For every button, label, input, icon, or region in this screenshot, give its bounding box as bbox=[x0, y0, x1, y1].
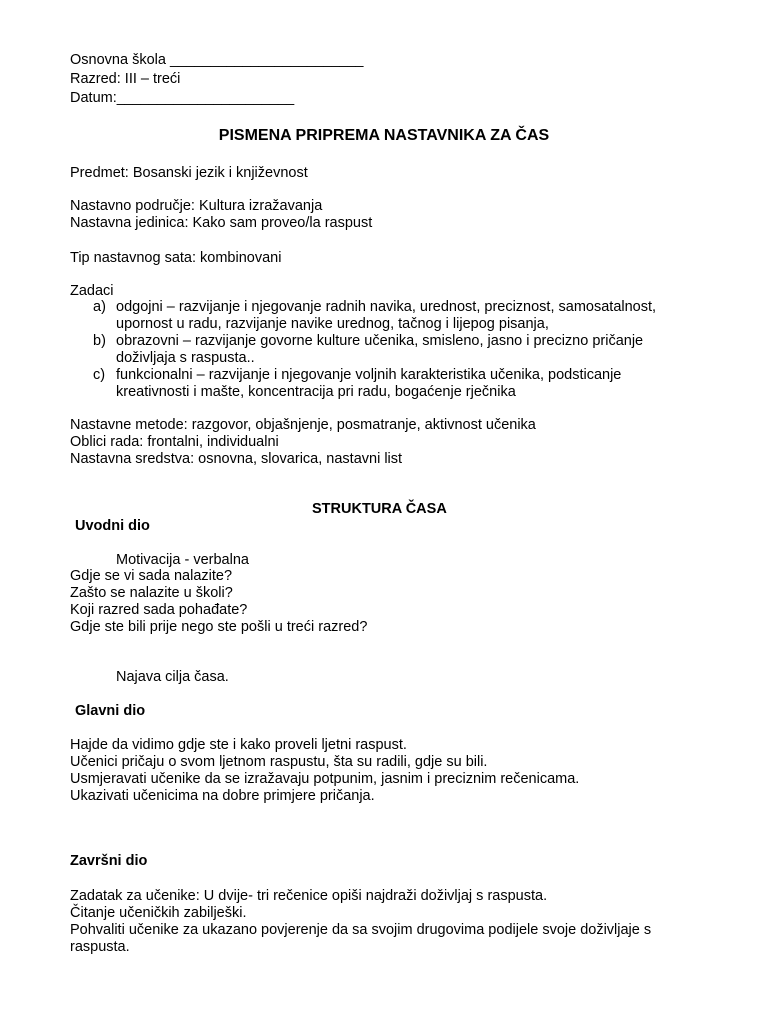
list-marker: c) bbox=[93, 367, 106, 383]
main-line: Učenici pričaju o svom ljetnom raspustu, šta su radili, gdje su bili. bbox=[70, 754, 488, 770]
structure-heading: STRUKTURA ČASA bbox=[312, 501, 447, 517]
list-marker: b) bbox=[93, 333, 106, 349]
list-marker: a) bbox=[93, 299, 106, 315]
question-line: Koji razred sada pohađate? bbox=[70, 602, 248, 618]
list-item-text: kreativnosti i mašte, koncentracija pri radu, bogaćenje rječnika bbox=[116, 384, 516, 400]
list-item-text: obrazovni – razvijanje govorne kulture učenika, smisleno, jasno i precizno pričanje bbox=[116, 333, 644, 349]
list-item-text: upornost u radu, razvijanje navike urednog, tačnog i lijepog pisanja, bbox=[116, 316, 549, 332]
final-line: Zadatak za učenike: U dvije- tri rečenice opiši najdraži doživljaj s raspusta. bbox=[70, 888, 548, 904]
question-line: Gdje se vi sada nalazite? bbox=[70, 568, 233, 584]
final-line: Pohvaliti učenike za ukazano povjerenje da sa svojim drugovima podijele svoje doživljaje s bbox=[70, 922, 652, 938]
main-line: Ukazivati učenicima na dobre primjere pričanja. bbox=[70, 788, 375, 804]
motivation-line: Motivacija - verbalna bbox=[116, 552, 249, 568]
question-line: Gdje ste bili prije nego ste pošli u treći razred? bbox=[70, 619, 368, 635]
announce-line: Najava cilja časa. bbox=[116, 669, 229, 685]
tools-line: Nastavna sredstva: osnovna, slovarica, nastavni list bbox=[70, 451, 403, 467]
final-heading: Završni dio bbox=[70, 853, 148, 869]
final-line: Čitanje učeničkih zabilješki. bbox=[70, 905, 247, 921]
list-item-text: doživljaja s raspusta.. bbox=[116, 350, 255, 366]
forms-line: Oblici rada: frontalni, individualni bbox=[70, 434, 279, 450]
list-item-text: odgojni – razvijanje i njegovanje radnih navika, urednost, preciznost, samosatalnost, bbox=[116, 299, 657, 315]
list-item-text: funkcionalni – razvijanje i njegovanje voljnih karakteristika učenika, podsticanje bbox=[116, 367, 622, 383]
intro-heading: Uvodni dio bbox=[75, 518, 150, 534]
tasks-heading: Zadaci bbox=[70, 283, 114, 299]
main-line: Usmjeravati učenike da se izražavaju potpunim, jasnim i preciznim rečenicama. bbox=[70, 771, 580, 787]
page-title: PISMENA PRIPREMA NASTAVNIKA ZA ČAS bbox=[218, 127, 550, 144]
main-heading: Glavni dio bbox=[75, 703, 146, 719]
date-line: Datum:______________________ bbox=[70, 90, 295, 106]
methods-line: Nastavne metode: razgovor, objašnjenje, posmatranje, aktivnost učenika bbox=[70, 417, 536, 433]
school-line: Osnovna škola ________________________ bbox=[70, 52, 364, 68]
subject-line: Predmet: Bosanski jezik i književnost bbox=[70, 165, 308, 181]
final-line: raspusta. bbox=[70, 939, 130, 955]
main-line: Hajde da vidimo gdje ste i kako proveli ljetni raspust. bbox=[70, 737, 407, 753]
grade-line: Razred: III – treći bbox=[70, 71, 181, 87]
area-line: Nastavno područje: Kultura izražavanja bbox=[70, 198, 323, 214]
unit-line: Nastavna jedinica: Kako sam proveo/la raspust bbox=[70, 215, 373, 231]
class-type-line: Tip nastavnog sata: kombinovani bbox=[70, 250, 282, 266]
question-line: Zašto se nalazite u školi? bbox=[70, 585, 233, 601]
